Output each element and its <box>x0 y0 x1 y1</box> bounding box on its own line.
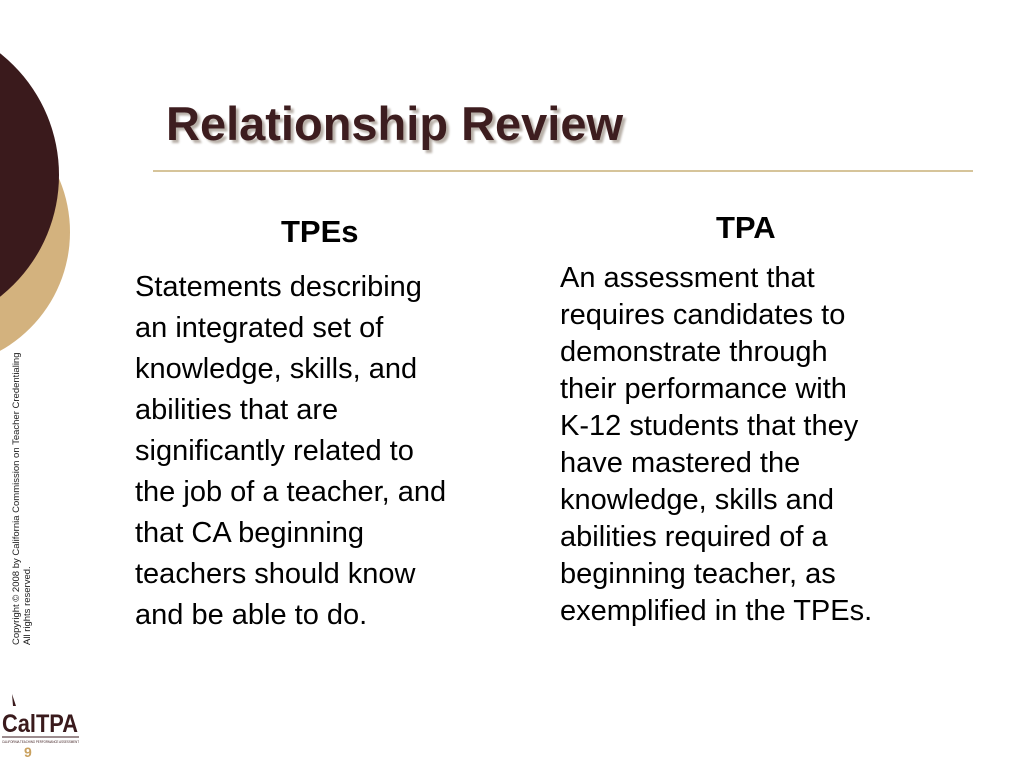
decorative-circles <box>0 0 80 370</box>
text-line: requires candidates to <box>560 299 846 331</box>
text-line: abilities that are <box>135 394 339 426</box>
slide-title: Relationship Review <box>166 97 624 150</box>
text-line: teachers should know <box>135 558 416 590</box>
text-line: knowledge, skills and <box>560 484 835 516</box>
text-line: an integrated set of <box>135 312 384 344</box>
copyright-line: Copyright © 2008 by California Commission on Teacher Credentialing <box>11 352 22 645</box>
logo-text: CalTPA <box>2 710 78 738</box>
tpa-heading: TPA <box>716 210 776 245</box>
rights-line: All rights reserved. <box>22 566 33 645</box>
text-line: and be able to do. <box>135 599 368 631</box>
copyright-notice <box>11 352 33 645</box>
text-line: Statements describing <box>135 271 422 303</box>
text-line: the job of a teacher, and <box>135 476 447 508</box>
logo-swoosh <box>12 694 16 706</box>
text-line: significantly related to <box>135 435 414 467</box>
title-divider <box>153 170 973 172</box>
tpes-heading: TPEs <box>281 214 359 249</box>
text-line: their performance with <box>560 373 847 405</box>
text-line: K-12 students that they <box>560 410 859 442</box>
text-line: An assessment that <box>560 262 815 294</box>
text-line: that CA beginning <box>135 517 364 549</box>
text-line: abilities required of a <box>560 521 828 553</box>
text-line: demonstrate through <box>560 336 828 368</box>
text-line: beginning teacher, as <box>560 558 836 590</box>
tpa-description <box>560 260 960 630</box>
caltpa-logo <box>2 690 80 746</box>
logo-tagline: CALIFORNIA TEACHING PERFORMANCE ASSESSMENT <box>2 740 80 744</box>
text-line: have mastered the <box>560 447 801 479</box>
tpes-description <box>135 267 515 636</box>
text-line: knowledge, skills, and <box>135 353 418 385</box>
text-line: exemplified in the TPEs. <box>560 595 873 627</box>
page-number: 9 <box>24 744 32 760</box>
